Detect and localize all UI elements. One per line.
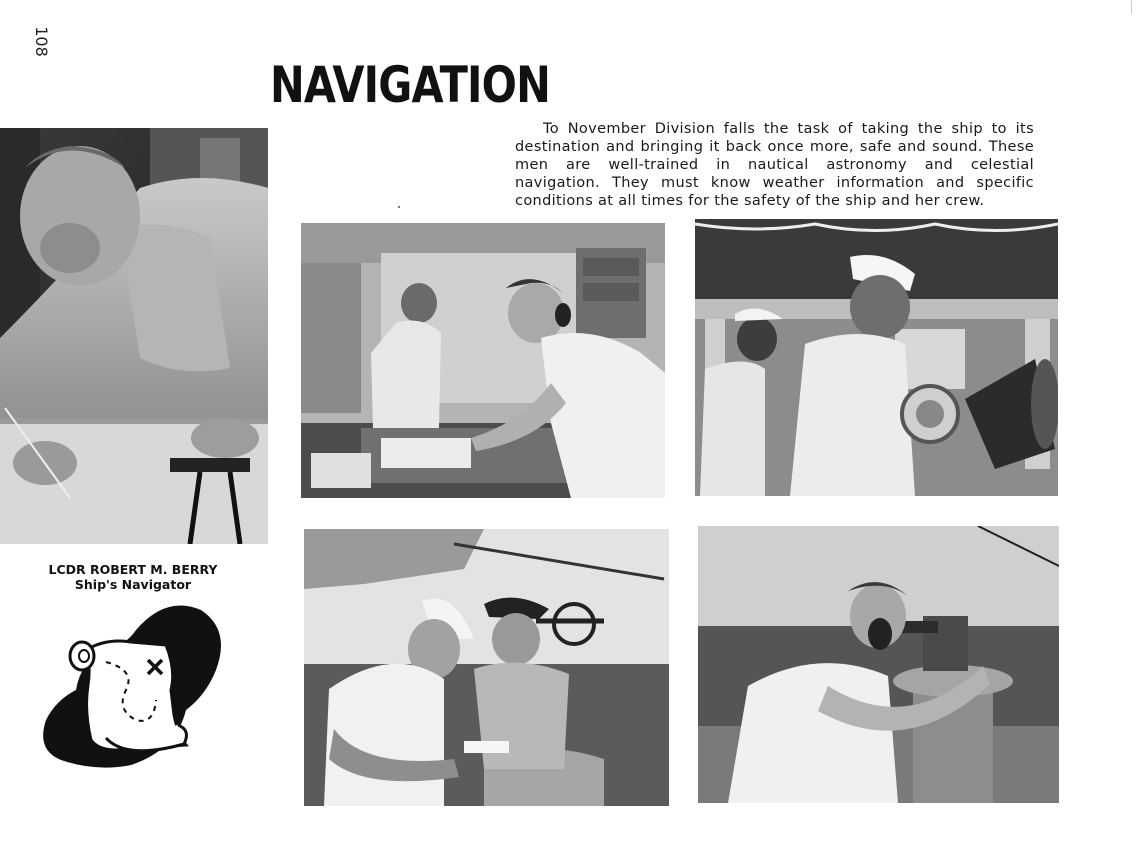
lookouts-photo xyxy=(695,219,1058,496)
caption-role: Ship's Navigator xyxy=(74,577,192,592)
sextant-photo xyxy=(304,529,669,806)
page-number: 108 xyxy=(31,26,51,57)
page-edge-mark xyxy=(1131,0,1132,14)
navigator-portrait-photo xyxy=(0,128,268,544)
page-title: NAVIGATION xyxy=(270,56,551,114)
portrait-caption xyxy=(40,562,226,592)
caption-name: LCDR ROBERT M. BERRY xyxy=(48,562,218,577)
alidade-photo xyxy=(698,526,1059,803)
map-illustration xyxy=(36,600,226,772)
print-speck xyxy=(398,206,400,208)
chart-room-photo xyxy=(301,223,665,498)
intro-paragraph: To November Division falls the task of taking the ship to its destination and bringing it back once more, safe and sound. These men are well-trained in nautical astronomy and celestial navigation. They must know weather information and specific conditions at all times for the safety of the ship and her crew. xyxy=(515,121,1034,209)
